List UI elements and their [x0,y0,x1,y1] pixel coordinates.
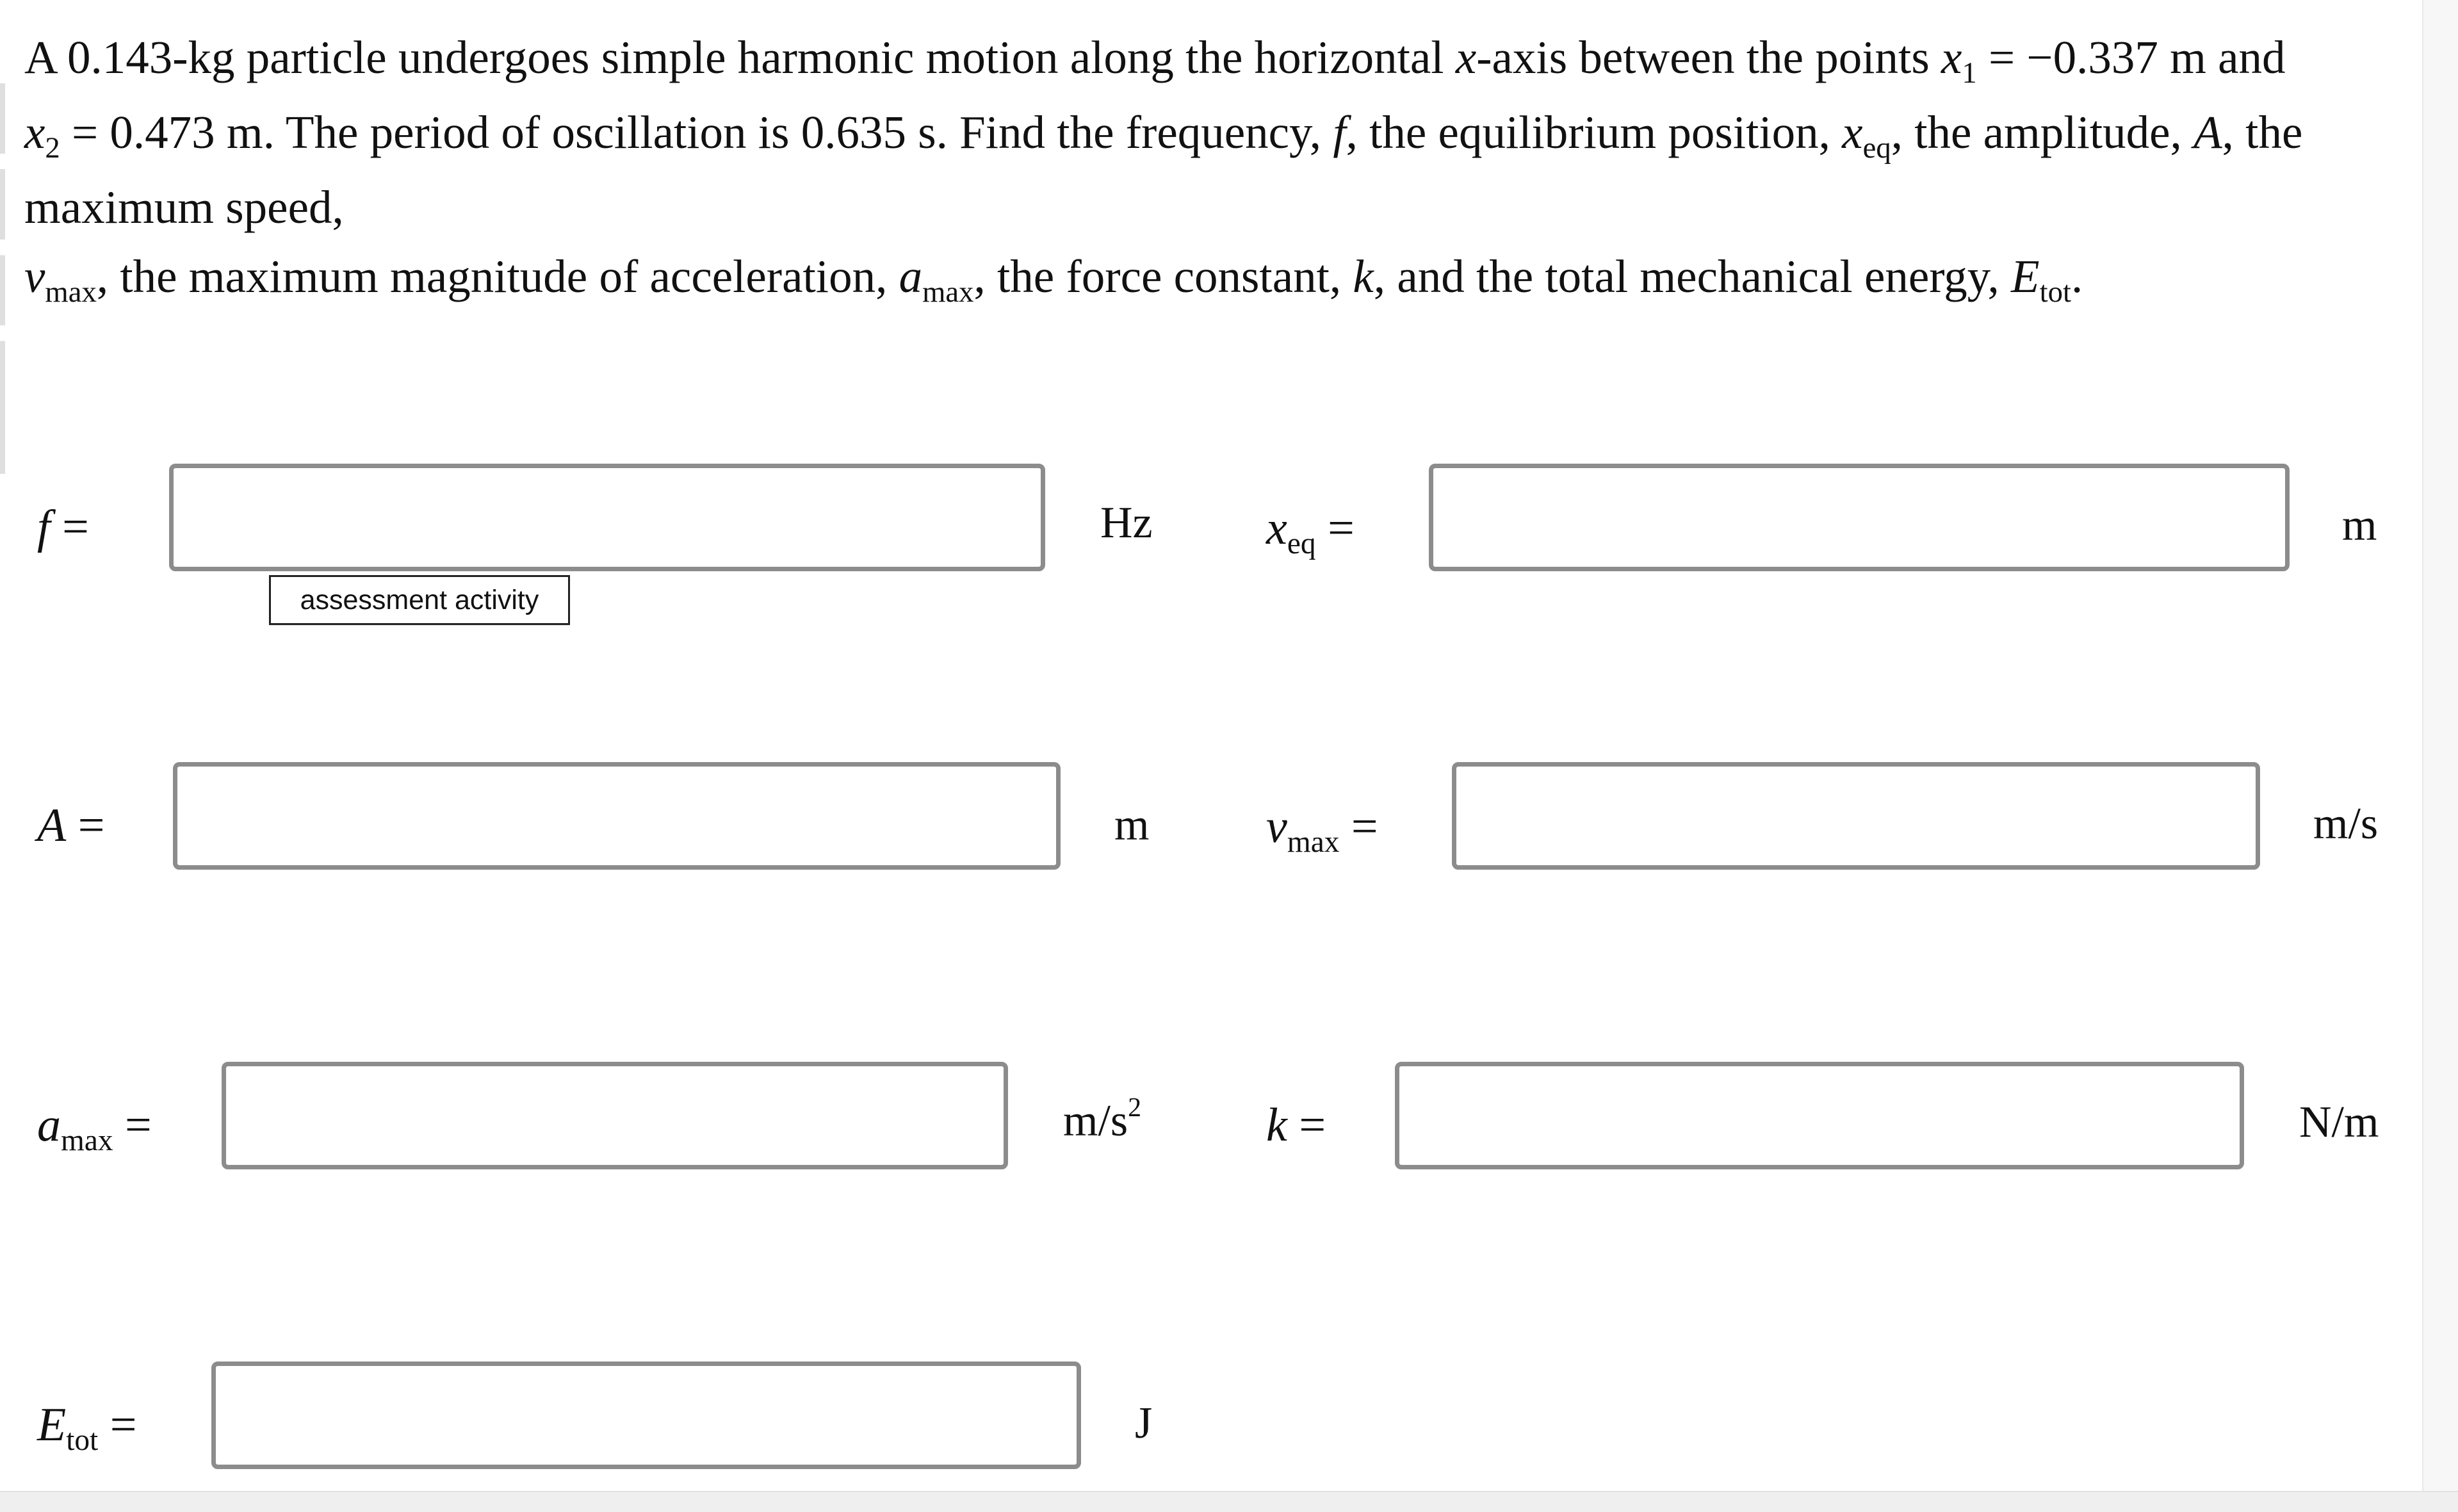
amplitude-label-variable: A [37,799,67,852]
total-energy-subscript: tot [2039,275,2071,309]
xeq-variable: x [1842,106,1863,158]
problem-text-part-4: , the amplitude, [1891,106,2194,158]
amplitude-label [37,799,105,852]
x1-subscript: 1 [1962,56,1977,90]
force-constant-unit [2299,1100,2379,1145]
force-constant-label-equals: = [1299,1099,1326,1151]
left-edge-strip [0,83,5,474]
total-energy-label-variable: E [37,1399,67,1451]
amplitude-unit-text: m [1114,801,1150,850]
problem-text-part-8: , and the total mechanical energy, [1373,250,2012,302]
equilibrium-position-label-equals: = [1328,502,1355,555]
problem-text-part-2: -axis between the points [1476,31,1941,83]
problem-text-part-1: A 0.143-kg particle undergoes simple harmonic motion along the horizontal [24,31,1456,83]
maximum-speed-input[interactable] [1452,762,2260,870]
frequency-unit-text: Hz [1100,498,1153,548]
equilibrium-position-input[interactable] [1429,464,2290,571]
maximum-acceleration-label-equals: = [125,1099,152,1151]
vmax-variable: v [24,250,45,302]
maximum-acceleration-label-variable: a [37,1099,61,1151]
problem-text-part-3: , the equilibrium position, [1346,106,1843,158]
amax-variable: a [899,250,923,302]
total-energy-unit [1135,1401,1152,1446]
force-constant-input[interactable] [1395,1062,2244,1169]
total-energy-label [37,1399,137,1458]
x2-subscript: 2 [45,131,60,165]
frequency-unit [1100,498,1153,548]
x1-value-text: = −0.337 m and [1976,31,2286,83]
amplitude-variable: A [2193,106,2222,158]
maximum-speed-unit-text: m/s [2313,799,2379,849]
frequency-label-equals: = [62,501,89,553]
right-scroll-gutter [2422,0,2458,1511]
frequency-label [37,503,89,551]
force-constant-unit-text: N/m [2299,1098,2379,1147]
assessment-activity-tooltip: assessment activity [269,575,570,625]
amax-subscript: max [922,275,974,309]
force-constant-label [1266,1101,1326,1149]
equilibrium-position-unit-text: m [2342,501,2377,550]
maximum-acceleration-label-subscript: max [61,1124,113,1158]
maximum-speed-label-variable: v [1266,801,1287,853]
problem-text-part-9: . [2071,250,2083,302]
maximum-speed-label-equals: = [1351,801,1378,853]
total-energy-input[interactable] [211,1362,1081,1469]
maximum-acceleration-label [37,1099,152,1158]
force-constant-label-variable: k [1266,1099,1287,1151]
frequency-input[interactable] [169,464,1045,571]
maximum-acceleration-unit [1063,1093,1142,1146]
problem-text-part-7: , the force constant, [973,250,1353,302]
amplitude-input[interactable] [173,762,1061,870]
problem-text-part-5: , the maximum speed, [24,106,2303,233]
vmax-subscript: max [45,275,97,309]
xeq-subscript: eq [1862,131,1891,165]
amplitude-label-equals: = [77,799,105,852]
frequency-label-variable: f [37,501,51,553]
frequency-variable: f [1333,106,1346,158]
x2-variable: x [24,106,45,158]
maximum-speed-label-subscript: max [1287,825,1340,859]
amplitude-unit [1114,803,1149,848]
total-energy-variable: E [2011,250,2040,302]
equilibrium-position-label-subscript: eq [1287,527,1316,561]
problem-text-part-6: , the maximum magnitude of acceleration, [96,250,899,302]
maximum-acceleration-input[interactable] [222,1062,1008,1169]
equilibrium-position-unit [2342,503,2377,548]
maximum-speed-label [1266,801,1378,859]
problem-statement [24,23,2394,317]
bottom-bar [0,1491,2458,1512]
maximum-acceleration-unit-superscript: 2 [1128,1093,1142,1123]
total-energy-label-equals: = [110,1399,137,1451]
total-energy-label-subscript: tot [66,1424,99,1458]
force-constant-variable: k [1353,250,1374,302]
maximum-acceleration-unit-text: m/s [1063,1096,1128,1146]
maximum-speed-unit [2313,799,2379,849]
x2-value-text: = 0.473 m. The period of oscillation is 0.635 s. Find the frequency, [60,106,1333,158]
equilibrium-position-label [1266,502,1355,561]
x1-variable: x [1941,31,1962,83]
x-axis-variable: x [1455,31,1477,83]
total-energy-unit-text: J [1135,1399,1153,1448]
equilibrium-position-label-variable: x [1266,502,1287,555]
